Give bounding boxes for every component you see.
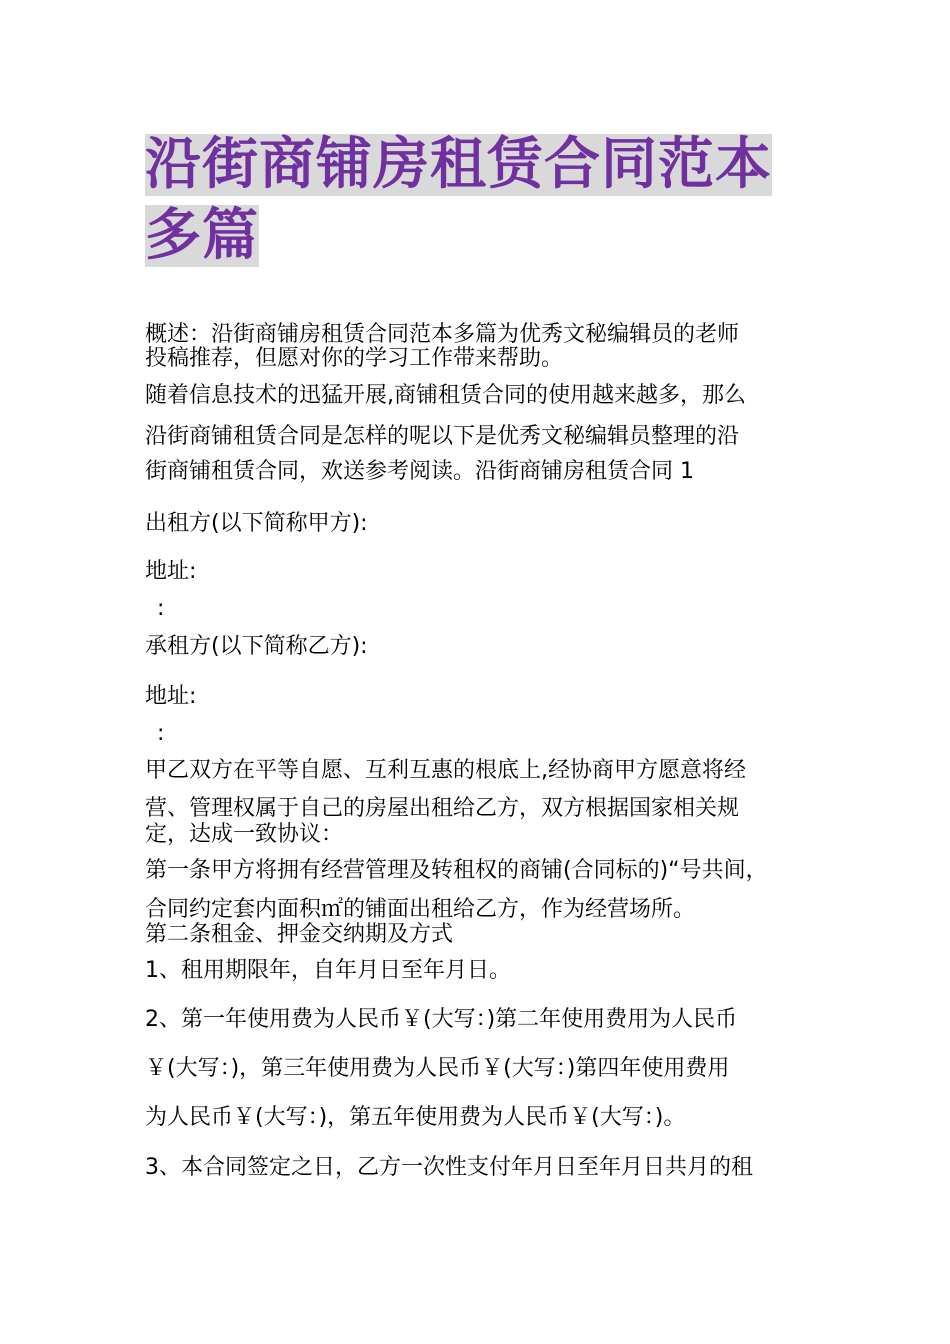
clause-1: 1、租用期限年，自年月日至年月日。 [145,958,511,983]
intro-line-1: 随着信息技术的迅猛开展,商铺租赁合同的使用越来越多，那么 [145,383,746,408]
article-2-heading: 第二条租金、押金交纳期及方式 [145,922,454,947]
summary-line-2: 投稿推荐，但愿对你的学习工作带来帮助。 [145,346,564,371]
document-title-line-1: 沿街商铺房租赁合同范本 [145,132,772,197]
summary-line-1: 概述：沿街商铺房租赁合同范本多篇为优秀文秘编辑员的老师 [145,322,740,347]
article-1-line-2: 合同约定套内面积㎡的铺面出租给乙方，作为经营场所。 [145,897,696,922]
lessor-address-label: 地址: [145,559,197,584]
article-1-line-1: 第一条甲方将拥有经营管理及转租权的商铺(合同标的)“号共间， [145,858,768,883]
lessee-label: 承租方(以下简称乙方): [145,634,368,659]
clause-2-line-3: 为人民币￥(大写：)，第五年使用费为人民币￥(大写：)。 [145,1105,686,1130]
lessee-address-label: 地址: [145,684,197,709]
lessor-address-value: : [157,596,165,621]
document-title-line-2: 多篇 [145,203,259,268]
agreement-line-2: 营、管理权属于自己的房屋出租给乙方，双方根据国家相关规 [145,796,740,821]
intro-line-2: 沿街商铺租赁合同是怎样的呢以下是优秀文秘编辑员整理的沿 [145,424,740,449]
lessor-label: 出租方(以下简称甲方): [145,511,368,536]
agreement-line-1: 甲乙双方在平等自愿、互利互惠的根底上,经协商甲方愿意将经 [145,758,746,783]
agreement-line-3: 定，达成一致协议： [145,822,344,847]
intro-line-3: 街商铺租赁合同，欢送参考阅读。沿街商铺房租赁合同 1 [145,459,694,484]
clause-3-line-1: 3、本合同签定之日，乙方一次性支付年月日至年月日共月的租 [145,1155,753,1180]
lessee-address-value: : [157,721,165,746]
clause-2-line-1: 2、第一年使用费为人民币￥(大写：)第二年使用费用为人民币 [145,1007,738,1032]
clause-2-line-2: ￥(大写：)，第三年使用费为人民币￥(大写：)第四年使用费用 [145,1056,730,1081]
